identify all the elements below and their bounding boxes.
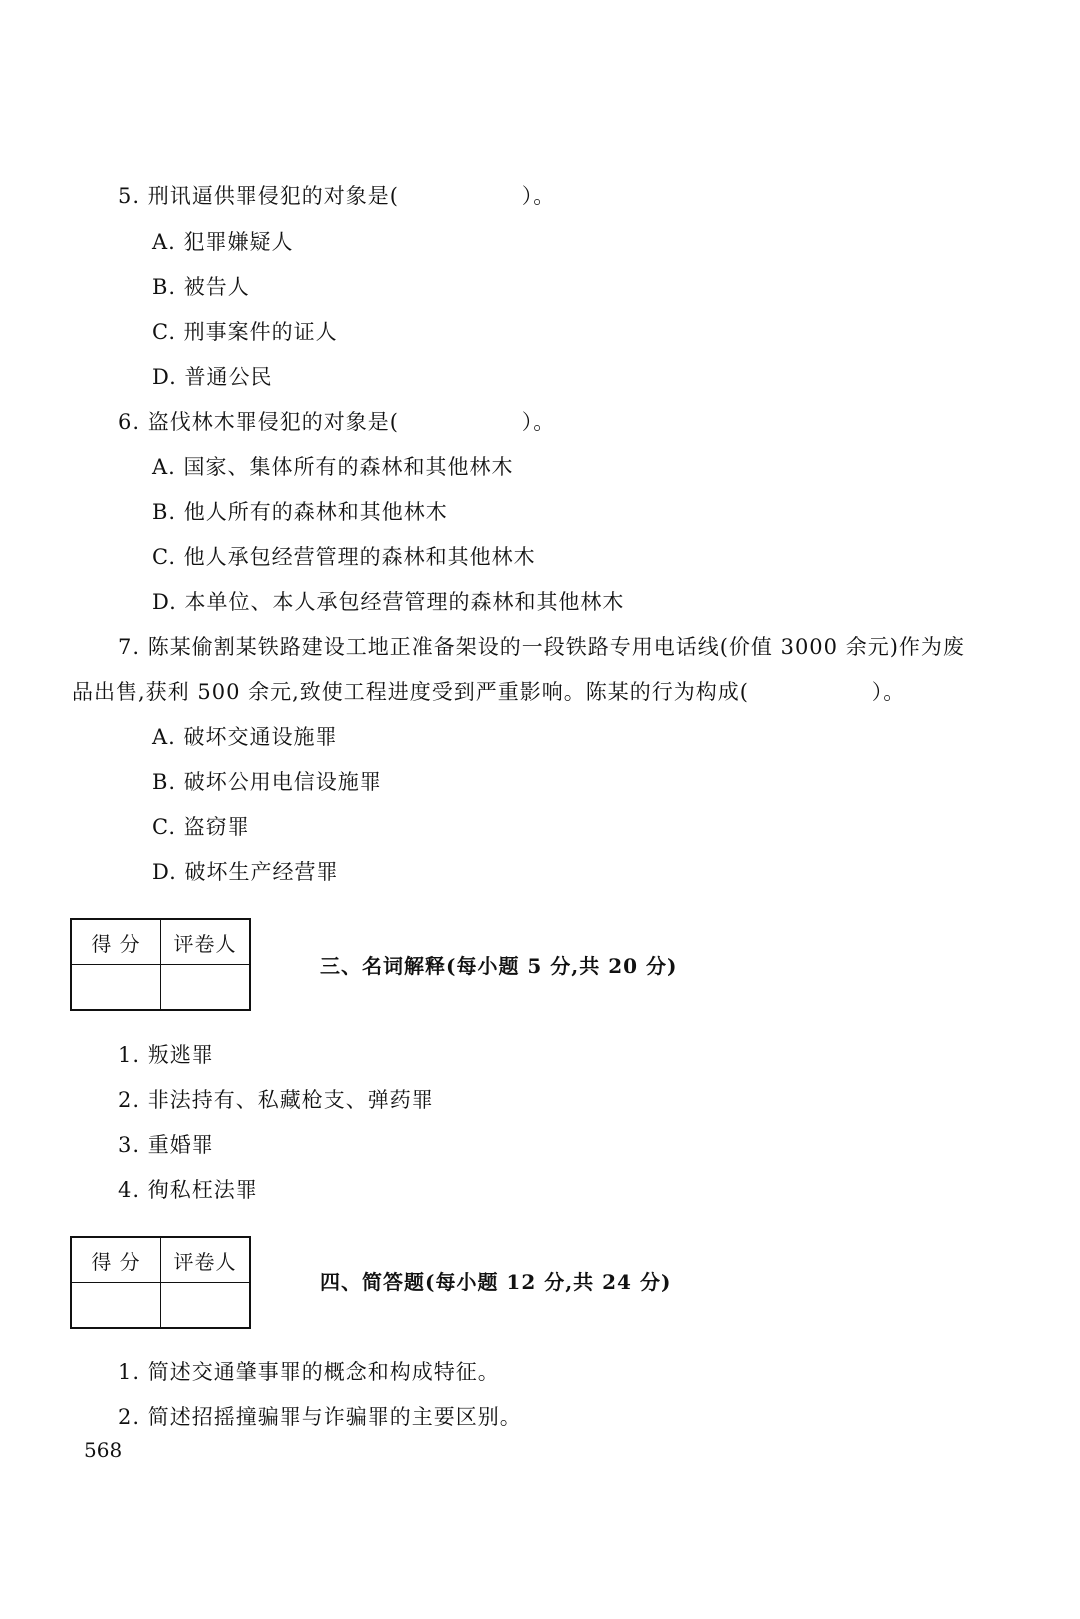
score-box-grader-label: 评卷人 [161,1237,251,1283]
section-4-item-1: 1. 简述交通肇事罪的概念和构成特征。 [118,1360,500,1384]
section-3-item-2: 2. 非法持有、私藏枪支、弹药罪 [118,1088,434,1112]
section-3-item-3: 3. 重婚罪 [118,1133,214,1157]
score-box-score-cell [71,965,161,1011]
score-box-grader-cell [161,1283,251,1329]
question-7-option-a: A. 破坏交通设施罪 [152,725,338,749]
section-3-item-1: 1. 叛逃罪 [118,1043,214,1067]
question-6-option-a: A. 国家、集体所有的森林和其他林木 [152,455,514,479]
score-box-score-label: 得 分 [71,1237,161,1283]
section-4-item-2: 2. 简述招摇撞骗罪与诈骗罪的主要区别。 [118,1405,522,1429]
question-6-stem: 6. 盗伐林木罪侵犯的对象是( ）。 [118,410,556,434]
question-5-option-a: A. 犯罪嫌疑人 [152,230,294,254]
question-7-option-d: D. 破坏生产经营罪 [152,860,339,884]
score-box-section-3 [70,918,251,1011]
question-7-stem-line1: 7. 陈某偷割某铁路建设工地正准备架设的一段铁路专用电话线(价值 3000 余元)作为废 [118,635,965,659]
section-3-title: 三、名词解释(每小题 5 分,共 20 分) [320,954,678,978]
question-5-option-c: C. 刑事案件的证人 [152,320,338,344]
question-6-option-c: C. 他人承包经营管理的森林和其他林木 [152,545,536,569]
question-6-option-b: B. 他人所有的森林和其他林木 [152,500,448,524]
question-7-stem-line2: 品出售,获利 500 余元,致使工程进度受到严重影响。陈某的行为构成( ）。 [72,680,906,704]
question-7-option-c: C. 盗窃罪 [152,815,250,839]
question-5-option-d: D. 普通公民 [152,365,273,389]
section-4-title: 四、简答题(每小题 12 分,共 24 分) [320,1270,672,1294]
question-7-option-b: B. 破坏公用电信设施罪 [152,770,382,794]
score-box-grader-label: 评卷人 [161,919,251,965]
score-box-score-label: 得 分 [71,919,161,965]
question-5-stem: 5. 刑讯逼供罪侵犯的对象是( ）。 [118,184,556,208]
score-box-section-4 [70,1236,251,1329]
question-6-option-d: D. 本单位、本人承包经营管理的森林和其他林木 [152,590,625,614]
score-box-grader-cell [161,965,251,1011]
page-number: 568 [84,1438,123,1462]
score-box-score-cell [71,1283,161,1329]
section-3-item-4: 4. 徇私枉法罪 [118,1178,258,1202]
question-5-option-b: B. 被告人 [152,275,250,299]
